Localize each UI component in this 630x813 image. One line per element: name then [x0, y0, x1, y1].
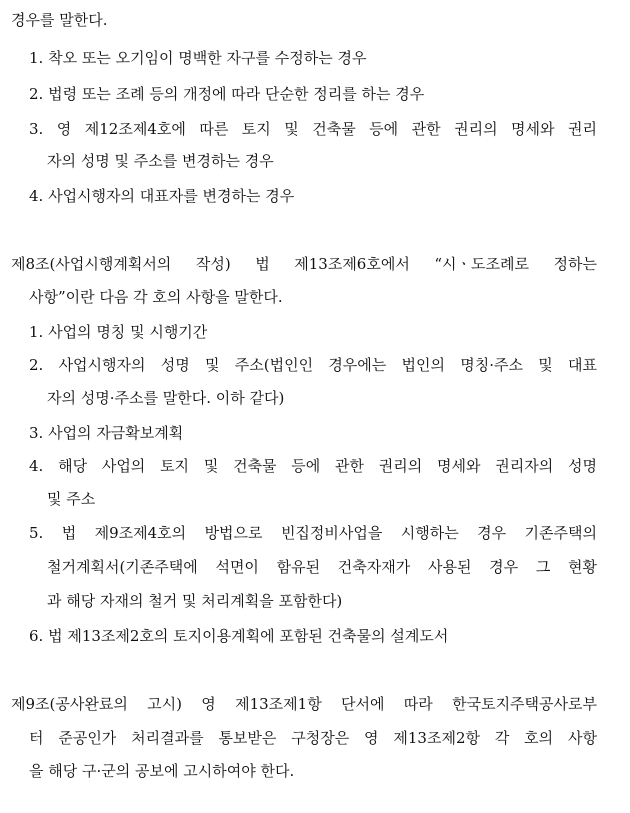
list-item-continuation: 자의 성명 및 주소를 변경하는 경우 [47, 152, 274, 170]
list-item: 1. 사업의 명칭 및 시행기간 [29, 323, 208, 341]
text-line: 터 준공인가 처리결과를 통보받은 구청장은 영 제13조제2항 각 호의 사항 [29, 729, 597, 747]
article-heading-line: 제9조(공사완료의 고시) 영 제13조제1항 단서에 따라 한국토지주택공사로부 [11, 695, 597, 713]
article-heading-line: 제8조(사업시행계획서의 작성) 법 제13조제6호에서 “시ㆍ도조례로 정하는 [11, 255, 597, 273]
text-line: 경우를 말한다. [11, 11, 108, 29]
list-item: 3. 영 제12조제4호에 따른 토지 및 건축물 등에 관한 권리의 명세와 권리 [29, 120, 597, 138]
list-item: 2. 법령 또는 조례 등의 개정에 따라 단순한 정리를 하는 경우 [29, 85, 425, 103]
list-item: 6. 법 제13조제2호의 토지이용계획에 포함된 건축물의 설계도서 [29, 627, 449, 645]
list-item: 2. 사업시행자의 성명 및 주소(법인인 경우에는 법인의 명칭·주소 및 대표 [29, 356, 597, 374]
list-item: 3. 사업의 자금확보계획 [29, 424, 184, 442]
text-line: 사항”이란 다음 각 호의 사항을 말한다. [29, 288, 283, 306]
list-item-continuation: 철거계획서(기존주택에 석면이 함유된 건축자재가 사용된 경우 그 현황 [47, 558, 597, 576]
list-item: 5. 법 제9조제4호의 방법으로 빈집정비사업을 시행하는 경우 기존주택의 [29, 524, 597, 542]
text-line: 을 해당 구·군의 공보에 고시하여야 한다. [29, 762, 295, 780]
list-item-continuation: 과 해당 자재의 철거 및 처리계획을 포함한다) [47, 592, 343, 610]
list-item: 1. 착오 또는 오기임이 명백한 자구를 수정하는 경우 [29, 49, 367, 67]
list-item-continuation: 및 주소 [47, 490, 96, 508]
list-item: 4. 해당 사업의 토지 및 건축물 등에 관한 권리의 명세와 권리자의 성명 [29, 457, 597, 475]
list-item-continuation: 자의 성명·주소를 말한다. 이하 같다) [47, 389, 285, 407]
list-item: 4. 사업시행자의 대표자를 변경하는 경우 [29, 187, 295, 205]
